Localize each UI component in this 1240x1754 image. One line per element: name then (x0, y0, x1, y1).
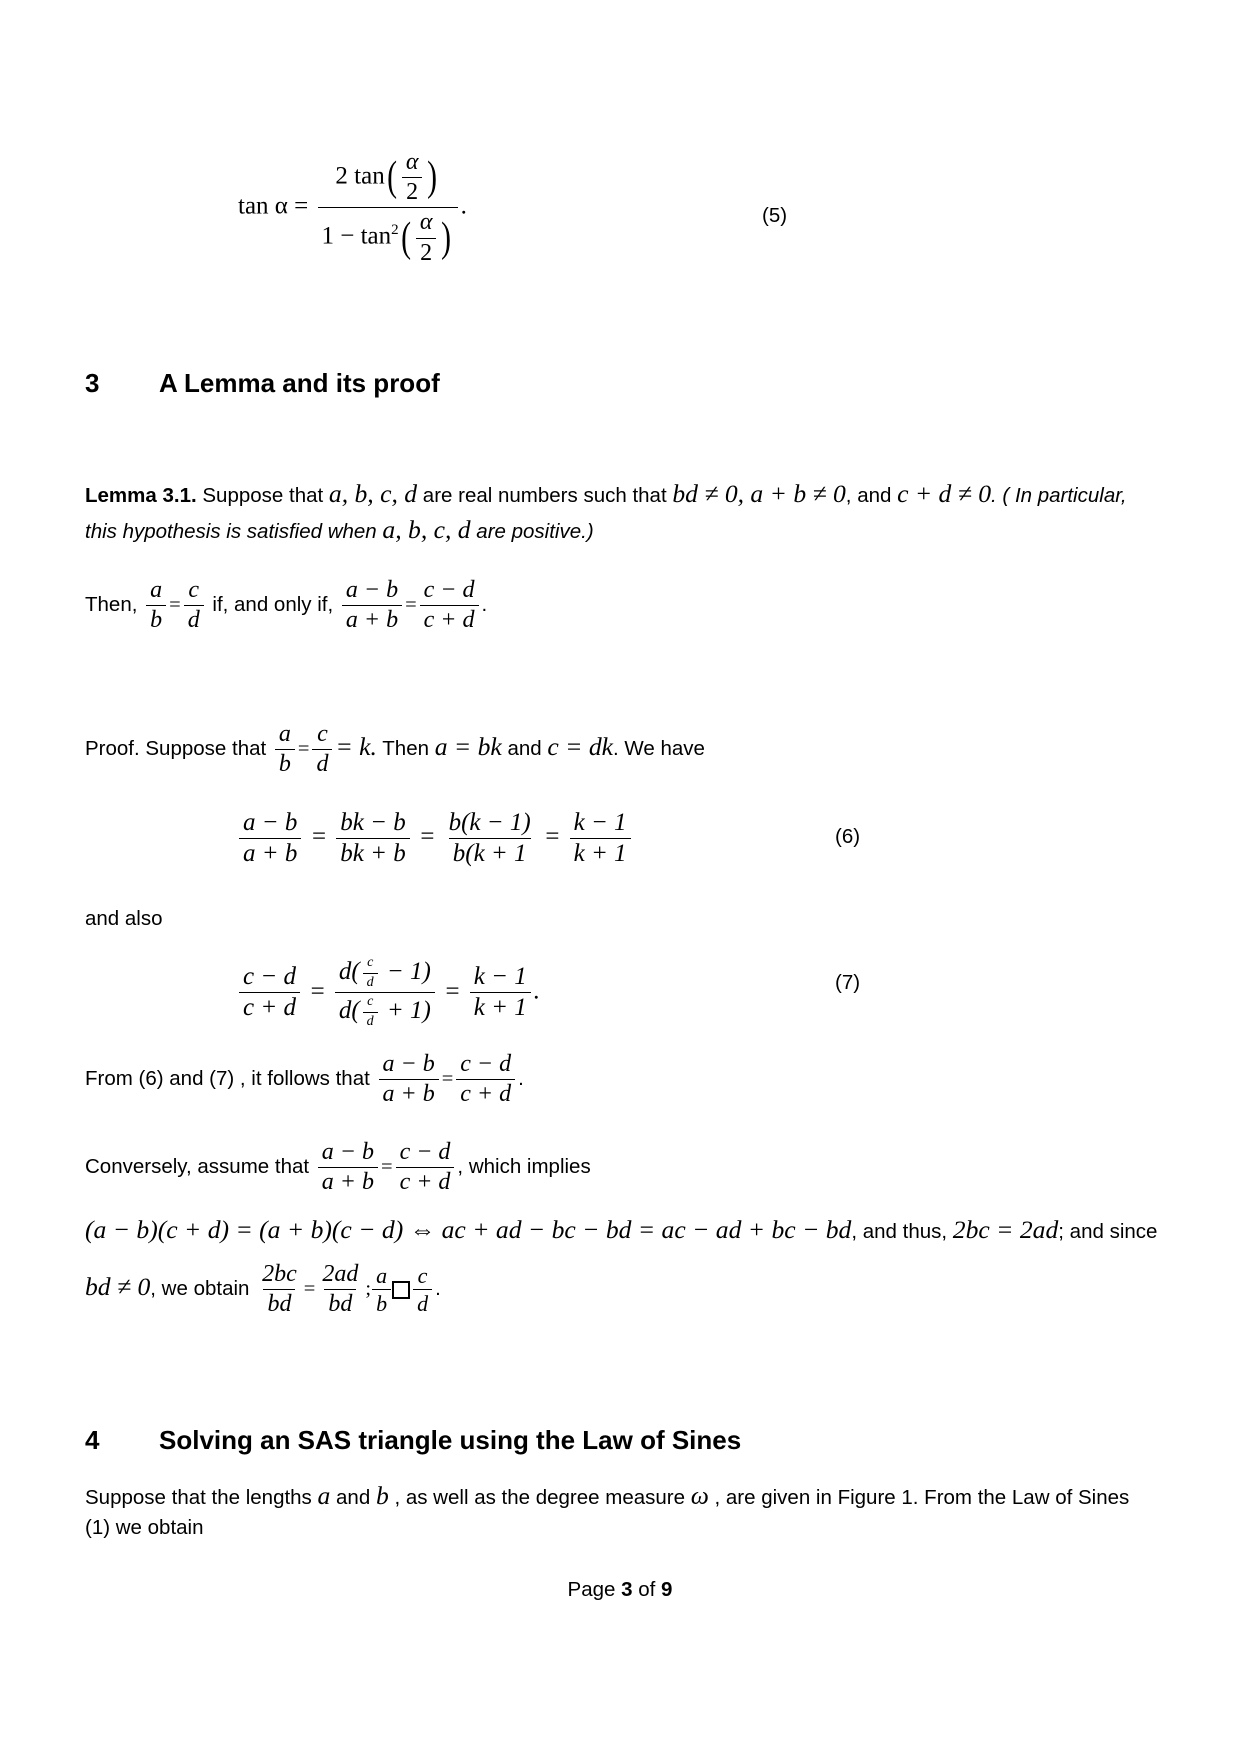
equation-6: $\frac{a - b}{a + b}$ = $\frac{bk - b}{bk + b}$ = $\frac{b(k - 1)}{b(k + 1}$ = $\frac{k - 1}{k + 1}$ (236, 810, 634, 868)
equation-7: $\frac{c - d}{c + d}$ = d( $\frac{c}{d}$ − 1) d( $\frac{c}{d}$ + 1) = $\frac{k - 1}{k + 1}$ . (236, 956, 540, 1030)
sas-paragraph-line2: (1) we obtain (85, 1516, 204, 1539)
section-3-heading: 3 A Lemma and its proof (85, 368, 440, 398)
and-also-text: and also (85, 907, 163, 930)
from-6-and-7: From (6) and (7) , it follows that $\frac{a - b}{a + b}$ = $\frac{c - d}{c + d}$ . (85, 1051, 524, 1108)
equation-6-number: (6) (835, 825, 861, 848)
proof-intro: Proof. Suppose that $\frac{a}{b}$ = $\frac{c}{d}$ = k. Then a = bk and c = dk. We have (85, 721, 705, 778)
page-footer: Page 3 of 9 (567, 1578, 673, 1601)
eq5-fraction: 2 tan( $\frac{\alpha}{2}$ ) $1 - \tan^2$( $\frac{\alpha}{2}$ ) (318, 150, 458, 266)
obtain-line: bd ≠ 0, we obtain $\frac{2bc}{bd}$ = $\frac{2ad}{bd}$ ; $\frac{a}{b}$ $\frac{c}{d}$ . (85, 1261, 441, 1318)
lemma-conclusion: Then, $\frac{a}{b}$ = $\frac{c}{d}$ if, and only if, $\frac{a - b}{a + b}$ = $\frac{c - d}{c + d}$ . (85, 577, 488, 634)
equation-5-number: (5) (762, 204, 788, 227)
sas-paragraph-line1: Suppose that the lengths a and b , as well as the degree measure ω , are given in Figure 1. From the Law of Sines (85, 1481, 1130, 1510)
eq5-lhs: tan α = (238, 192, 309, 220)
derivation-line: (a − b)(c + d) = (a + b)(c − d) ⇔ ac + ad − bc − bd = ac − ad + bc − bd, and thus, 2bc = 2ad; and since (85, 1215, 1158, 1244)
equation-7-number: (7) (835, 971, 861, 994)
lemma-statement-line2: this hypothesis is satisfied when a, b, c, d are positive.) (85, 515, 594, 544)
missing-glyph-box (392, 1281, 410, 1299)
equation-5: tan α = 2 tan( $\frac{\alpha}{2}$ ) $1 - \tan^2$( $\frac{\alpha}{2}$ ) . (238, 149, 467, 266)
section-4-heading: 4 Solving an SAS triangle using the Law of Sines (85, 1425, 742, 1455)
converse-line: Conversely, assume that $\frac{a - b}{a + b}$ = $\frac{c - d}{c + d}$ , which implies (85, 1139, 591, 1196)
lemma-statement-line1: Lemma 3.1. Suppose that a, b, c, d are real numbers such that bd ≠ 0, a + b ≠ 0, and c + d ≠ 0. ( In particular, (85, 479, 1127, 508)
